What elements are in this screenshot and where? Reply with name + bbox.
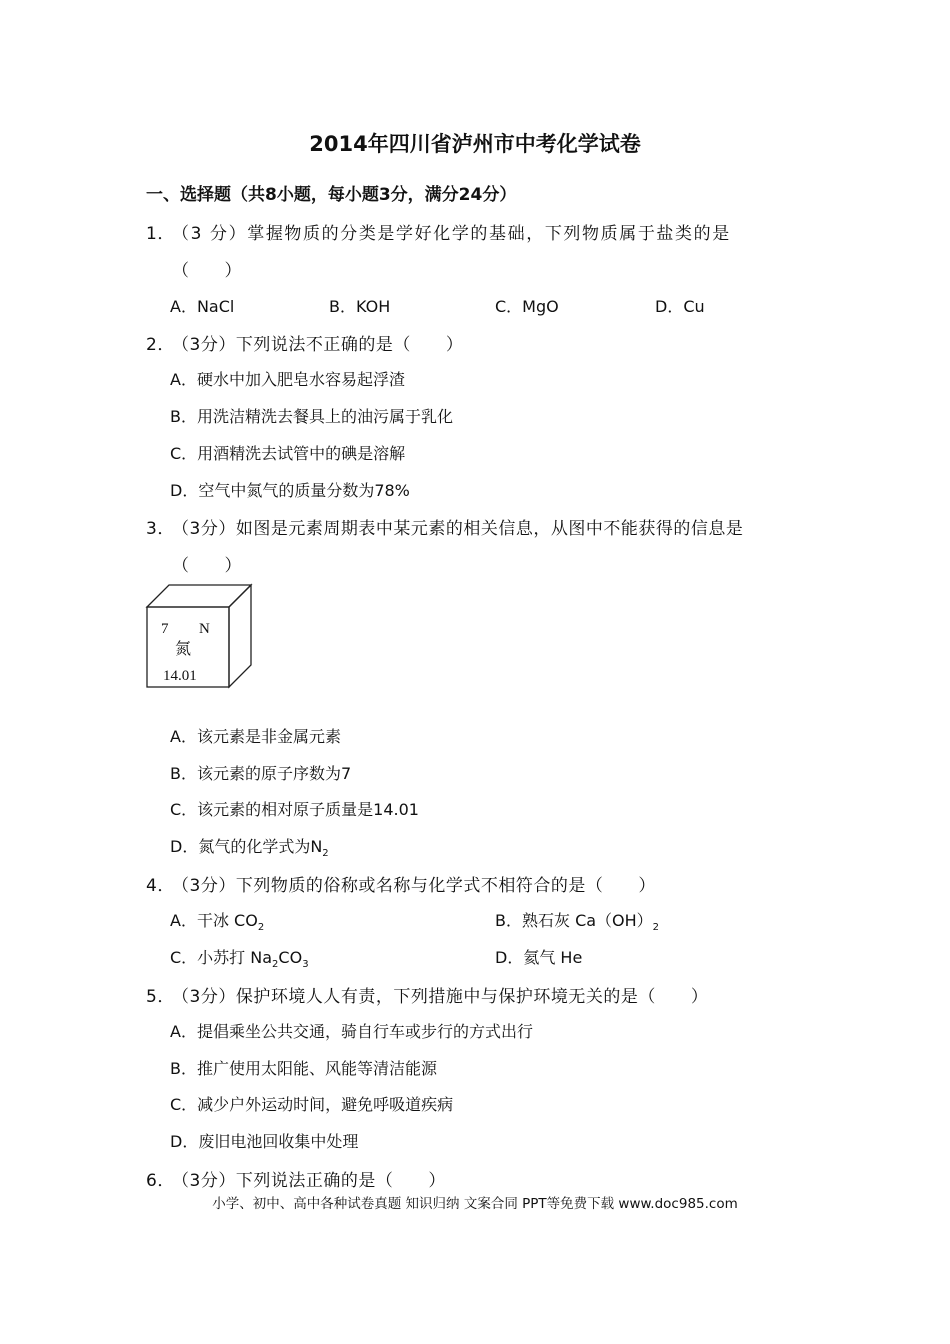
question-2-option-a: A．硬水中加入肥皂水容易起浮渣: [170, 370, 405, 389]
question-4-option-a: A．干冰 $CO_2$: [170, 911, 265, 934]
question-3-number: 3．: [146, 519, 175, 539]
question-6-number: 6．: [146, 1171, 175, 1191]
question-2-option-c: C．用酒精洗去试管中的碘是溶解: [170, 444, 406, 463]
cube-side-face: [229, 585, 251, 687]
question-5-stem: （3分）保护环境人人有责，下列措施中与保护环境无关的是（ ）: [172, 987, 709, 1007]
question-5-option-b: B．推广使用太阳能、风能等清洁能源: [170, 1059, 437, 1078]
element-name: 氮: [175, 639, 192, 658]
question-5-option-d: D．废旧电池回收集中处理: [170, 1132, 359, 1151]
page-title: 2014年四川省泸州市中考化学试卷: [309, 132, 641, 156]
page-footer: 小学、初中、高中各种试卷真题 知识归纳 文案合同 PPT等免费下载 www.doc985.com: [212, 1196, 738, 1212]
cube-top-face: [147, 585, 251, 607]
question-4-stem: （3分）下列物质的俗称或名称与化学式不相符合的是（ ）: [172, 876, 656, 896]
question-3-option-b: B．该元素的原子序数为7: [170, 764, 352, 783]
question-1-option-d: D．Cu: [655, 297, 705, 316]
question-1-option-b: B．KOH: [329, 297, 391, 316]
element-card-figure: [143, 583, 255, 691]
question-3-option-c: C．该元素的相对原子质量是14.01: [170, 800, 419, 819]
question-4-option-c: C．小苏打 $Na_2CO_3$: [170, 948, 309, 971]
question-4-option-b: B．熟石灰 $Ca(OH)_2$: [495, 911, 660, 934]
question-4-number: 4．: [146, 876, 175, 896]
question-1-option-a: A．NaCl: [170, 297, 235, 316]
question-1-stem: （3 分）掌握物质的分类是学好化学的基础，下列物质属于盐类的是: [172, 224, 731, 244]
question-5-option-a: A．提倡乘坐公共交通，骑自行车或步行的方式出行: [170, 1022, 533, 1041]
element-atomic-number: 7: [161, 621, 169, 637]
element-mass: 14.01: [163, 668, 197, 684]
question-2-number: 2．: [146, 335, 175, 355]
question-2-option-d: D．空气中氮气的质量分数为78%: [170, 481, 410, 500]
question-4-option-d: D．氦气 He: [495, 948, 583, 967]
question-2-option-b: B．用洗洁精洗去餐具上的油污属于乳化: [170, 407, 453, 426]
question-5-option-c: C．减少户外运动时间，避免呼吸道疾病: [170, 1095, 454, 1114]
question-2-stem: （3分）下列说法不正确的是（ ）: [172, 335, 464, 355]
question-3-option-a: A．该元素是非金属元素: [170, 727, 341, 746]
section-heading: 一、选择题（共8小题，每小题3分，满分24分）: [146, 185, 517, 205]
question-5-number: 5．: [146, 987, 175, 1007]
question-3-blank: （ ）: [172, 556, 242, 576]
question-1-number: 1．: [146, 224, 175, 244]
question-3-stem: （3分）如图是元素周期表中某元素的相关信息，从图中不能获得的信息是: [172, 519, 744, 539]
question-1-blank: （ ）: [172, 261, 242, 281]
question-3-option-d: D．氮气的化学式为$N_2$: [170, 837, 329, 860]
question-1-option-c: C．MgO: [495, 297, 559, 316]
element-symbol: N: [199, 621, 210, 637]
question-6-stem: （3分）下列说法正确的是（ ）: [172, 1171, 446, 1191]
